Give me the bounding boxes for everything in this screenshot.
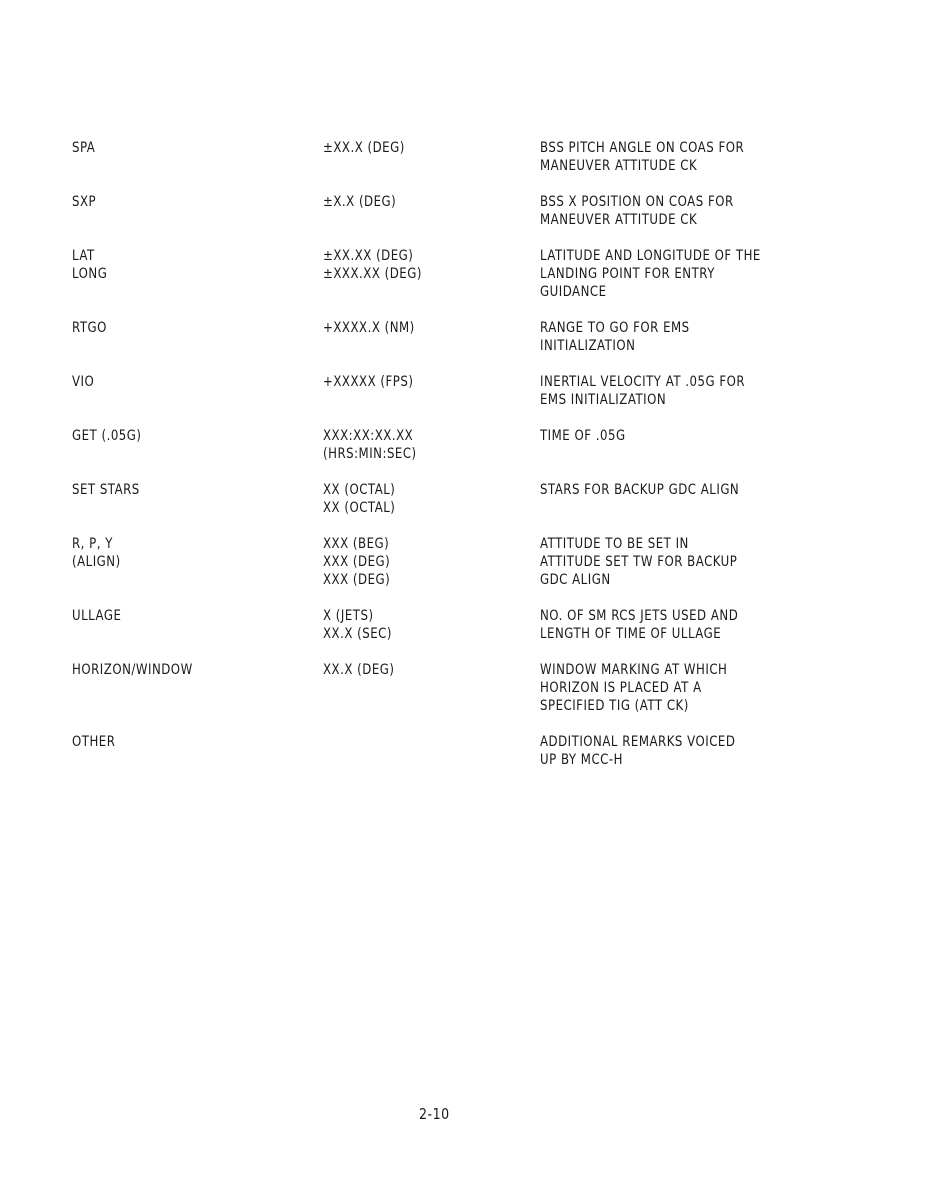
description-cell-line: ADDITIONAL REMARKS VOICED — [540, 734, 736, 750]
description-cell — [540, 247, 819, 301]
format-cell — [323, 139, 505, 157]
description-cell-line: EMS INITIALIZATION — [540, 392, 667, 408]
description-cell-line: LANDING POINT FOR ENTRY — [540, 266, 715, 282]
term-cell — [72, 427, 283, 445]
format-cell-line: ±XXX.XX (DEG) — [323, 266, 422, 282]
description-cell-line: ATTITUDE TO BE SET IN — [540, 536, 689, 552]
table-row — [72, 661, 872, 715]
description-cell-line: MANEUVER ATTITUDE CK — [540, 212, 698, 228]
format-cell-line: (HRS:MIN:SEC) — [323, 446, 417, 462]
term-cell-line: SXP — [72, 194, 97, 210]
description-cell-line: NO. OF SM RCS JETS USED AND — [540, 608, 739, 624]
term-cell-line: RTGO — [72, 320, 107, 336]
term-cell — [72, 607, 283, 625]
description-cell — [540, 481, 819, 499]
format-cell-line: XXX:XX:XX.XX — [323, 428, 414, 444]
table-row — [72, 193, 872, 229]
table-row — [72, 139, 872, 175]
format-cell — [323, 373, 505, 391]
description-cell-line: MANEUVER ATTITUDE CK — [540, 158, 698, 174]
format-cell-line: +XXXXX (FPS) — [323, 374, 414, 390]
format-cell-line: XXX (DEG) — [323, 572, 391, 588]
description-cell — [540, 319, 819, 355]
table-row — [72, 481, 872, 517]
description-cell-line: LATITUDE AND LONGITUDE OF THE — [540, 248, 761, 264]
term-cell — [72, 661, 283, 679]
format-cell — [323, 481, 505, 517]
format-cell-line: ±XX.XX (DEG) — [323, 248, 414, 264]
description-cell-line: UP BY MCC-H — [540, 752, 623, 768]
description-cell-line: GUIDANCE — [540, 284, 607, 300]
description-cell — [540, 427, 819, 445]
format-cell — [323, 247, 505, 283]
term-cell — [72, 733, 283, 751]
format-cell-line: XXX (DEG) — [323, 554, 391, 570]
table-row — [72, 607, 872, 643]
description-cell-line: HORIZON IS PLACED AT A — [540, 680, 702, 696]
format-cell-line: +XXXX.X (NM) — [323, 320, 415, 336]
term-cell-line: LONG — [72, 266, 108, 282]
table-row — [72, 373, 872, 409]
term-cell — [72, 535, 283, 571]
format-cell — [323, 607, 505, 643]
description-cell — [540, 193, 819, 229]
term-cell-line: HORIZON/WINDOW — [72, 662, 193, 678]
description-cell-line: SPECIFIED TIG (ATT CK) — [540, 698, 689, 714]
format-cell — [323, 661, 505, 679]
definitions-table — [72, 139, 872, 787]
description-cell — [540, 373, 819, 409]
table-row — [72, 733, 872, 769]
description-cell-line: BSS PITCH ANGLE ON COAS FOR — [540, 140, 745, 156]
description-cell-line: BSS X POSITION ON COAS FOR — [540, 194, 734, 210]
format-cell — [323, 319, 505, 337]
description-cell — [540, 139, 819, 175]
description-cell — [540, 607, 819, 643]
description-cell-line: INITIALIZATION — [540, 338, 636, 354]
description-cell-line: STARS FOR BACKUP GDC ALIGN — [540, 482, 740, 498]
format-cell-line: XX (OCTAL) — [323, 500, 396, 516]
term-cell-line: GET (.05G) — [72, 428, 142, 444]
table-row — [72, 319, 872, 355]
description-cell-line: GDC ALIGN — [540, 572, 611, 588]
format-cell-line: XX.X (DEG) — [323, 662, 395, 678]
term-cell — [72, 139, 283, 157]
description-cell-line: TIME OF .05G — [540, 428, 626, 444]
format-cell — [323, 427, 505, 463]
format-cell-line: ±XX.X (DEG) — [323, 140, 405, 156]
description-cell-line: INERTIAL VELOCITY AT .05G FOR — [540, 374, 746, 390]
term-cell-line: SET STARS — [72, 482, 140, 498]
page-number: 2-10 — [419, 1105, 450, 1123]
format-cell — [323, 193, 505, 211]
term-cell-line: VIO — [72, 374, 95, 390]
term-cell-line: (ALIGN) — [72, 554, 121, 570]
term-cell-line: R, P, Y — [72, 536, 113, 552]
description-cell-line: ATTITUDE SET TW FOR BACKUP — [540, 554, 738, 570]
format-cell-line: XX (OCTAL) — [323, 482, 396, 498]
table-row — [72, 535, 872, 589]
term-cell-line: SPA — [72, 140, 96, 156]
term-cell — [72, 319, 283, 337]
table-row — [72, 247, 872, 301]
format-cell-line: ±X.X (DEG) — [323, 194, 397, 210]
term-cell-line: ULLAGE — [72, 608, 122, 624]
format-cell-line: X (JETS) — [323, 608, 374, 624]
description-cell — [540, 535, 819, 589]
term-cell — [72, 193, 283, 211]
term-cell — [72, 481, 283, 499]
description-cell-line: LENGTH OF TIME OF ULLAGE — [540, 626, 722, 642]
term-cell-line: OTHER — [72, 734, 116, 750]
description-cell-line: WINDOW MARKING AT WHICH — [540, 662, 728, 678]
format-cell — [323, 535, 505, 589]
term-cell — [72, 247, 283, 283]
description-cell — [540, 661, 819, 715]
format-cell-line: XXX (BEG) — [323, 536, 390, 552]
term-cell — [72, 373, 283, 391]
table-row — [72, 427, 872, 463]
term-cell-line: LAT — [72, 248, 95, 264]
description-cell — [540, 733, 819, 769]
description-cell-line: RANGE TO GO FOR EMS — [540, 320, 690, 336]
format-cell-line: XX.X (SEC) — [323, 626, 392, 642]
